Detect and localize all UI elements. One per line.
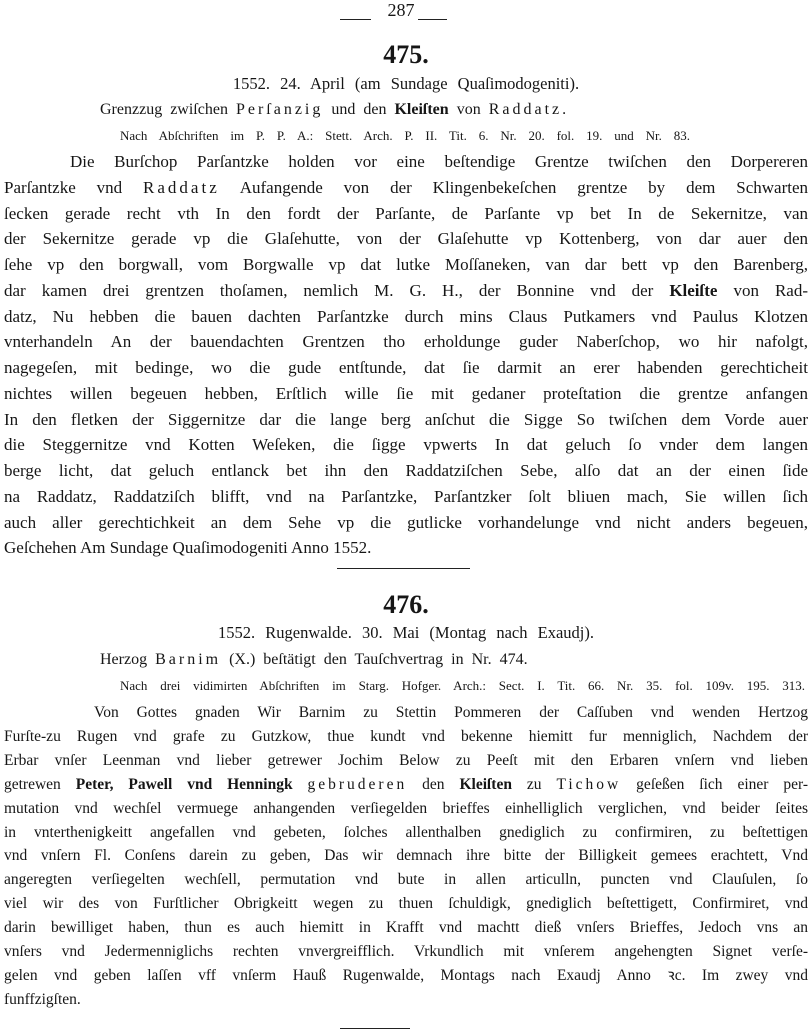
bold-text: Kleiſten xyxy=(394,101,449,118)
body-line: gelen vnd geben laſſen vff vnſerm Hauß Rugenwalde, Montags nach Exaudj Anno ꝛc. Im zwey vnd xyxy=(4,966,808,984)
text-segment: Herzog xyxy=(100,651,156,668)
text-segment: und den xyxy=(323,101,395,118)
page-number: 287 xyxy=(387,0,415,20)
body-line: na Raddatz, Raddatziſch blifft, vnd na Parſantzke, Parſantzker ſolt bliuen mach, Sie willen ſich xyxy=(4,486,808,506)
document-date-line: 1552. Rugenwalde. 30. Mai (Montag nach Exaudj). xyxy=(217,623,594,642)
document-number: 476. xyxy=(383,590,429,619)
body-line: Furſte-zu Rugen vnd grafe zu Gutzkow, thue kundt vnd bekenne hiemitt fur menniglich, Nachdem der xyxy=(4,727,808,745)
spaced-text: Raddatz xyxy=(143,177,220,197)
text-segment: (X.) beſtätigt den Tauſchvertrag in Nr. 474. xyxy=(221,651,528,668)
text-segment: von Rad- xyxy=(717,280,808,300)
text-segment: Aufangende von der Klingenbekeſchen grentze by dem Schwarten xyxy=(219,177,808,197)
spaced-text: Raddatz xyxy=(488,101,563,118)
body-line: auch aller gerechtichkeit an dem Sehe vp die gutlicke vorhandelunge vnd nicht anders begeuen, xyxy=(4,512,808,532)
body-line: mutation vnd wechſel vermuege anhangenden verſiegelden brieffes einhelliglich verglichen, vnd beider ſeites xyxy=(4,799,808,817)
text-segment: Parſantzke vnd xyxy=(4,177,144,197)
body-line xyxy=(4,175,808,201)
body-line xyxy=(4,773,808,797)
body-line: funffzigſten. xyxy=(4,990,81,1008)
spaced-text: gebruderen xyxy=(307,775,408,793)
spaced-text: Barnim xyxy=(155,651,222,668)
body-line: Erbar vnſer Leenman vnd lieber getrewer Jochim Below zu Peeſt mit den Erbaren vnſern vnd lieben xyxy=(4,751,808,769)
text-segment: zu xyxy=(511,775,557,793)
body-line: berge licht, dat geluch entlanck bet ihn den Raddatziſchen Sebe, alſo dat an der einen ſide xyxy=(4,461,808,480)
body-line: der Sekernitze gerade vp die Glaſehutte, von der Glaſehutte vp Kottenberg, von dar auer den xyxy=(4,229,808,249)
document-body xyxy=(4,149,808,561)
document-title xyxy=(100,99,566,121)
bold-text: Peter, Pawell vnd Henningk xyxy=(75,775,293,793)
text-segment: von xyxy=(448,101,489,118)
section-divider xyxy=(340,1028,410,1029)
body-line: in vnterthenigkeitt angefallen vnd gebeten, ſolches allenthalben gnediglich zu confirmiren, zu beſtettigen xyxy=(4,823,808,841)
document-date-line: 1552. 24. April (am Sundage Quaſimodogeniti). xyxy=(232,74,580,93)
body-line: nichtes willen begeuen hebben, Erſtlich wille ſie mit gedaner proteſtation die grentze anfangen xyxy=(4,383,808,403)
body-line: angeregten verſiegelten wechſell, permutation vnd bute in allen articulln, puncten vnd Clauſulen, ſo xyxy=(4,871,808,889)
document-body xyxy=(4,701,808,1012)
body-line xyxy=(4,278,808,304)
document-number: 475. xyxy=(383,40,429,69)
bold-text: Kleiſte xyxy=(669,280,718,300)
header-rule-left xyxy=(340,19,371,20)
body-line: die Steggernitze vnd Kotten Weſeken, die ſigge vpwerts In dat geluch ſo vnder dem langen xyxy=(4,435,808,455)
source-citation: Nach drei vidimirten Abſchriften im Starg. Hofger. Arch.: Sect. I. Tit. 66. Nr. 35. fol. 109v. 195. 313. xyxy=(120,678,805,693)
header-rule-right xyxy=(418,19,447,20)
body-line: In den fletken der Siggernitze dar die lange berg anſchut die Sigge So twiſchen dem Vorde auer xyxy=(4,409,808,429)
text-segment: Grenzzug zwiſchen xyxy=(100,101,236,118)
text-segment: geſeßen ſich einer per- xyxy=(621,775,808,793)
document-title xyxy=(100,649,528,671)
source-citation: Nach Abſchriften im P. P. A.: Stett. Arch. P. II. Tit. 6. Nr. 20. fol. 19. und Nr. 83. xyxy=(120,128,690,143)
bold-text: Kleiſten xyxy=(459,775,512,793)
body-line: vnd vnſern Fl. Conſens darein zu geben, Das wir demnach ihre bitte der Billigkeit gemees erachtett, Vnd xyxy=(4,847,808,865)
text-segment: den xyxy=(407,775,460,793)
text-segment: . xyxy=(562,101,567,118)
body-line: viel wir des von Furſtlicher Obrigkeitt wegen zu thuen ſchuldigk, gnediglich beſtettigett, Confirmiret, vnd xyxy=(4,895,808,913)
body-line: vnſers vnd Jedermenniglichs rechten vnvergreifflich. Vrkundlich mit vnſerem angehengten Signet verſe- xyxy=(4,943,808,961)
body-line: datz, Nu hebben die bauen dachten Parſantzke durch mins Claus Putkamers vnd Paulus Klotzen xyxy=(4,306,808,326)
text-segment: getrewen xyxy=(4,775,76,793)
body-line: darin bewilliget haben, thun es auch hiemitt in Krafft vnd machtt dieß vnſers Brieffes, Jedoch vns an xyxy=(4,919,808,937)
body-line: nagegeſen, mit bedinge, wo die gude entſtunde, dat ſie darmit an erer habenden gerechticheit xyxy=(4,358,808,377)
text-segment: dar kamen drei grentzen thoſamen, nemlich M. G. H., der Bonnine vnd der xyxy=(4,280,670,300)
spaced-text: Tichow xyxy=(556,775,622,793)
body-line: vnterhandeln An der bauendachten Grentzen tho erholdunge guder Naberſchop, wo hir nafolgt, xyxy=(4,332,808,352)
section-divider xyxy=(337,568,470,569)
body-line: ſecken gerade recht vth In den fordt der Parſante, de Parſante vp bet In de Sekernitze, van xyxy=(4,203,808,223)
body-line: Die Burſchop Parſantzke holden vor eine beſtendige Grentze twiſchen den Dorpereren xyxy=(70,152,808,171)
body-line: Geſchehen Am Sundage Quaſimodogeniti Anno 1552. xyxy=(4,538,372,558)
spaced-text: Perſanzig xyxy=(235,101,324,118)
body-line: ſehe vp den borgwall, vom Borgwalle vp dat lutke Moſſaneken, van dar bett vp den Barenberg, xyxy=(4,255,808,274)
body-line: Von Gottes gnaden Wir Barnim zu Stettin Pommeren der Caſſuben vnd wenden Hertzog xyxy=(94,704,808,721)
text-segment xyxy=(293,776,308,793)
